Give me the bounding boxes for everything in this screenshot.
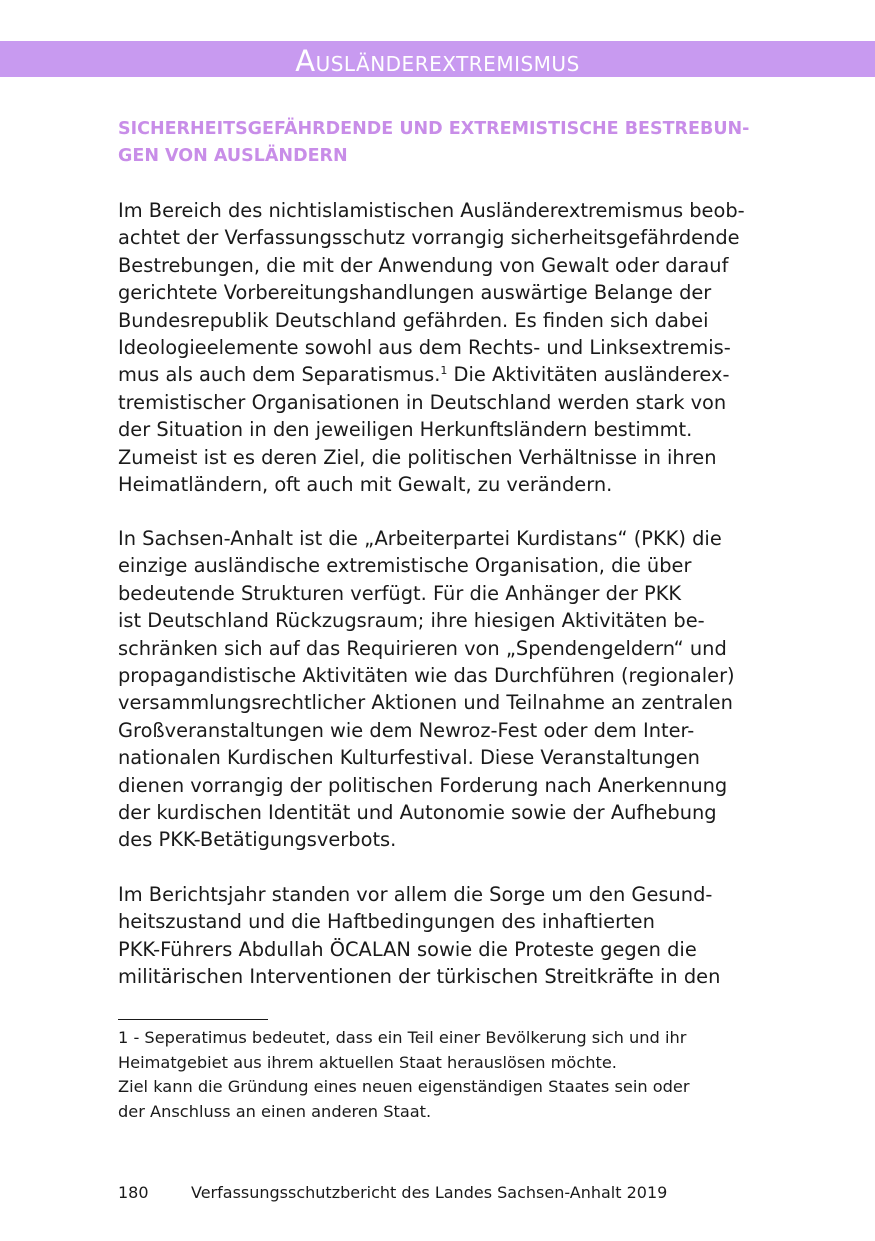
text-line: nationalen Kurdischen Kulturfestival. Diese Veranstaltungen xyxy=(118,746,700,770)
text-line: heitszustand und die Haftbedingungen des inhaftierten xyxy=(118,910,655,934)
text-line: Zumeist ist es deren Ziel, die politischen Verhältnisse in ihren xyxy=(118,445,717,469)
text-line: der Situation in den jeweiligen Herkunftsländern bestimmt. xyxy=(118,418,693,442)
text-line-rest: Die Aktivitäten ausländerex- xyxy=(447,363,730,387)
text-line: dienen vorrangig der politischen Forderung nach Anerkennung xyxy=(118,773,728,797)
publication-title: Verfassungsschutzbericht des Landes Sachsen-Anhalt 2019 xyxy=(191,1183,668,1202)
text-line: schränken sich auf das Requirieren von „Spendengeldern“ und xyxy=(118,636,727,660)
text-line: der kurdischen Identität und Autonomie sowie der Aufhebung xyxy=(118,801,717,825)
footnote-line: 1 - Seperatimus bedeutet, dass ein Teil einer Bevölkerung sich und ihr xyxy=(118,1028,687,1047)
text-line: In Sachsen-Anhalt ist die „Arbeiterpartei Kurdistans“ (PKK) die xyxy=(118,527,722,550)
text-line: militärischen Interventionen der türkischen Streitkräfte in den xyxy=(118,965,721,989)
text-line: PKK-Führers Abdullah ÖCALAN sowie die Proteste gegen die xyxy=(118,937,697,961)
footnote-divider xyxy=(118,1019,268,1020)
chapter-header-band xyxy=(0,41,875,77)
text-line: einzige ausländische extremistische Organisation, die über xyxy=(118,554,692,578)
text-line: Heimatländern, oft auch mit Gewalt, zu verändern. xyxy=(118,473,613,497)
page-footer xyxy=(118,1181,667,1205)
footnote-line: der Anschluss an einen anderen Staat. xyxy=(118,1101,432,1121)
text-line: des PKK-Betätigungsverbots. xyxy=(118,828,397,852)
section-heading-line: GEN VON AUSLÄNDERN xyxy=(118,146,348,166)
section-heading xyxy=(118,116,778,170)
body-paragraph-2 xyxy=(118,525,735,854)
section-heading-line: SICHERHEITSGEFÄHRDENDE UND EXTREMISTISCHE BESTREBUN- xyxy=(118,119,750,139)
text-line: tremistischer Organisationen in Deutschland werden stark von xyxy=(118,390,727,414)
text-line: Bestrebungen, die mit der Anwendung von Gewalt oder darauf xyxy=(118,253,729,277)
text-line: Großveranstaltungen wie dem Newroz-Fest oder dem Inter- xyxy=(118,718,695,742)
text-line: Im Bereich des nichtislamistischen Ausländerextremismus beob- xyxy=(118,199,745,222)
text-line: propagandistische Aktivitäten wie das Durchführen (regionaler) xyxy=(118,664,735,688)
text-line: Im Berichtsjahr standen vor allem die Sorge um den Gesund- xyxy=(118,883,713,906)
text-line: ist Deutschland Rückzugsraum; ihre hiesigen Aktivitäten be- xyxy=(118,609,705,633)
text-line-start: mus als auch dem Separatismus. xyxy=(118,363,441,387)
page-number: 180 xyxy=(118,1183,149,1202)
text-line: Bundesrepublik Deutschland gefährden. Es finden sich dabei xyxy=(118,308,709,332)
text-line: gerichtete Vorbereitungshandlungen auswärtige Belange der xyxy=(118,281,712,305)
text-line: achtet der Verfassungsschutz vorrangig sicherheitsgefährdende xyxy=(118,226,740,250)
body-paragraph-3 xyxy=(118,881,720,991)
text-line: versammlungsrechtlicher Aktionen und Teilnahme an zentralen xyxy=(118,691,733,715)
text-line-with-footnote xyxy=(118,361,745,388)
footnote xyxy=(118,1026,690,1124)
text-line: bedeutende Strukturen verfügt. Für die Anhänger der PKK xyxy=(118,581,682,605)
footnote-reference[interactable]: 1 xyxy=(440,364,448,378)
footnote-line: Heimatgebiet aus ihrem aktuellen Staat herauslösen möchte. xyxy=(118,1052,617,1072)
text-line: Ideologieelemente sowohl aus dem Rechts- und Linksextremis- xyxy=(118,336,731,360)
chapter-title: Ausländerextremismus xyxy=(295,44,580,77)
footnote-line: Ziel kann die Gründung eines neuen eigenständigen Staates sein oder xyxy=(118,1077,690,1097)
body-paragraph-1 xyxy=(118,197,745,498)
